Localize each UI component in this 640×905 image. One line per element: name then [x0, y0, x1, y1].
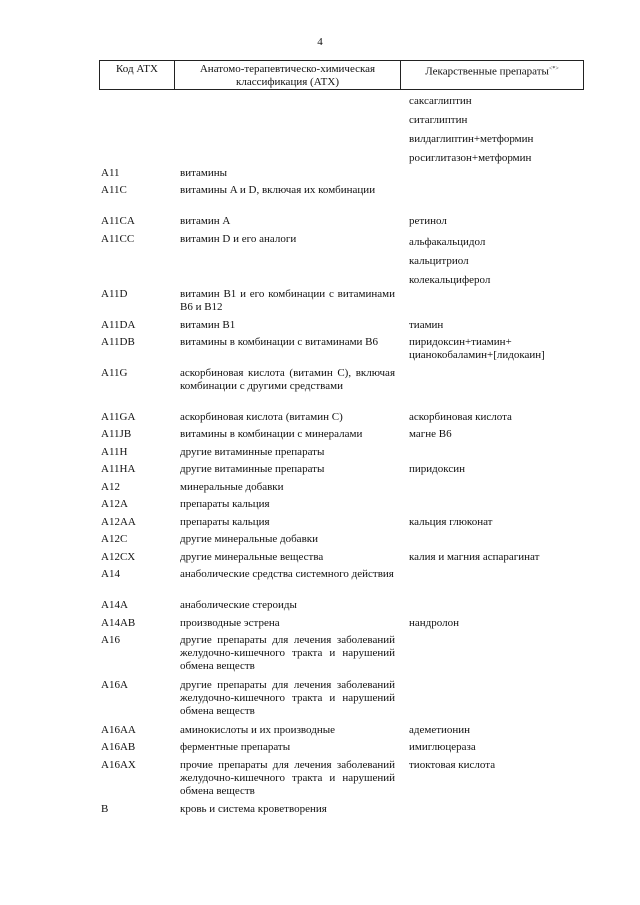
table-row	[0, 167, 640, 184]
atc-code: A16AB	[101, 741, 136, 753]
table-row	[0, 184, 640, 215]
atc-classification: витамин B1 и его комбинации с витаминами B6 и B12	[180, 288, 395, 313]
drug-list	[409, 617, 581, 634]
atc-classification: прочие препараты для лечения заболеваний желудочно-кишечного тракта и нарушений обмена веществ	[180, 759, 395, 797]
atc-classification: производные эстрена	[180, 617, 280, 629]
drug-name: адеметионин	[409, 724, 471, 736]
table-row	[0, 411, 640, 428]
atc-classification: витамины A и D, включая их комбинации	[180, 184, 376, 196]
header-code-label: Код АТХ	[116, 63, 158, 75]
atc-code: A12A	[101, 498, 128, 510]
atc-classification: витамины	[180, 167, 228, 179]
header-drugs-text: Лекарственные препараты	[425, 65, 549, 78]
drug-name: тиамин	[409, 319, 444, 331]
atc-code: A11G	[101, 367, 128, 379]
drug-list	[409, 551, 581, 568]
atc-code: A11	[101, 167, 120, 179]
atc-code: A16	[101, 634, 120, 646]
drug-name: имиглюцераза	[409, 741, 476, 753]
drug-list	[409, 634, 581, 679]
table-row	[0, 428, 640, 446]
table-row	[0, 617, 640, 634]
atc-code: A12CX	[101, 551, 136, 563]
table-row	[0, 367, 640, 411]
table-row	[0, 288, 640, 319]
drug-name: пиридоксин	[409, 463, 465, 475]
atc-classification: препараты кальция	[180, 498, 270, 510]
atc-classification: аскорбиновая кислота (витамин C)	[180, 411, 343, 423]
table-row	[0, 551, 640, 568]
drug-list	[409, 759, 581, 803]
table-row	[0, 724, 640, 741]
atc-code	[101, 92, 180, 167]
atc-code: A11CA	[101, 215, 135, 227]
table-row	[0, 233, 640, 288]
table-row	[0, 336, 640, 367]
atc-classification: кровь и система кроветворения	[180, 803, 327, 815]
drug-name: ретинол	[409, 215, 447, 227]
drug-name: магне B6	[409, 428, 452, 440]
drug-name: ситаглиптин	[409, 114, 468, 126]
table-row	[0, 634, 640, 679]
drug-name: калия и магния аспарагинат	[409, 551, 540, 563]
drug-list	[409, 167, 581, 184]
atc-classification: витамины в комбинации с минералами	[180, 428, 363, 440]
drug-list	[409, 411, 581, 428]
atc-code: A12	[101, 481, 120, 493]
drug-name: кальция глюконат	[409, 516, 493, 528]
drug-list	[409, 336, 581, 367]
drug-name: колекальциферол	[409, 274, 491, 286]
drug-list	[409, 803, 581, 820]
table-row	[0, 481, 640, 498]
drug-name: вилдаглиптин+метформин	[409, 133, 534, 145]
drug-name: альфакальцидол	[409, 236, 486, 248]
header-drugs-cell	[401, 61, 583, 89]
atc-classification: анаболические средства системного действия	[180, 568, 394, 580]
table-row	[0, 446, 640, 463]
atc-code: A12AA	[101, 516, 136, 528]
table-row	[0, 568, 640, 599]
header-code-cell	[100, 61, 175, 89]
atc-code: A11H	[101, 446, 128, 458]
atc-classification: аскорбиновая кислота (витамин C), включая комбинации с другими средствами	[180, 367, 395, 392]
drug-list	[409, 184, 581, 215]
drug-list	[409, 724, 581, 741]
drug-list	[409, 481, 581, 498]
atc-code: A12C	[101, 533, 128, 545]
table-row	[0, 679, 640, 724]
table-row	[0, 498, 640, 516]
table-row	[0, 599, 640, 617]
atc-classification	[180, 92, 395, 167]
drug-list	[409, 463, 581, 481]
footnote-marker: <*>	[548, 66, 559, 72]
drug-list	[409, 679, 581, 724]
atc-classification: другие препараты для лечения заболеваний желудочно-кишечного тракта и нарушений обмена веществ	[180, 634, 395, 672]
table-row	[0, 463, 640, 481]
table-row	[0, 319, 640, 336]
drug-list	[409, 92, 581, 167]
table-row	[0, 533, 640, 551]
drug-name: росиглитазон+метформин	[409, 152, 532, 164]
atc-code: A11JB	[101, 428, 132, 440]
atc-code: A16AA	[101, 724, 136, 736]
header-class-cell	[175, 61, 401, 89]
table-row	[0, 92, 640, 167]
atc-code: A16AX	[101, 759, 136, 771]
atc-code: A11D	[101, 288, 128, 300]
drug-list	[409, 516, 581, 533]
drug-list	[409, 599, 581, 617]
atc-classification: другие препараты для лечения заболеваний желудочно-кишечного тракта и нарушений обмена веществ	[180, 679, 395, 717]
atc-classification: витамин A	[180, 215, 231, 227]
atc-code: A11C	[101, 184, 127, 196]
atc-classification: другие витаминные препараты	[180, 446, 325, 458]
atc-classification: анаболические стероиды	[180, 599, 297, 611]
atc-classification: минеральные добавки	[180, 481, 284, 493]
atc-classification: другие витаминные препараты	[180, 463, 325, 475]
atc-code: A14AB	[101, 617, 136, 629]
atc-classification: другие минеральные вещества	[180, 551, 324, 563]
table-body	[0, 92, 640, 820]
atc-classification: аминокислоты и их производные	[180, 724, 335, 736]
drug-list	[409, 233, 581, 288]
atc-classification: витамин B1	[180, 319, 236, 331]
header-class-label: Анатомо-терапевтическо-химическая классификация (АТХ)	[199, 63, 376, 88]
drug-list	[409, 428, 581, 446]
drug-list	[409, 533, 581, 551]
drug-list	[409, 498, 581, 516]
drug-list	[409, 568, 581, 599]
drug-list	[409, 446, 581, 463]
atc-code: A14A	[101, 599, 128, 611]
atc-code: A11DB	[101, 336, 135, 348]
drug-list	[409, 367, 581, 411]
atc-code: B	[101, 803, 109, 815]
atc-code: A16A	[101, 679, 128, 691]
drug-list	[409, 741, 581, 759]
atc-code: A11DA	[101, 319, 136, 331]
table-row	[0, 516, 640, 533]
atc-classification: витамин D и его аналоги	[180, 233, 297, 245]
table-row	[0, 803, 640, 820]
table-row	[0, 759, 640, 803]
drug-list	[409, 288, 581, 319]
table-row	[0, 741, 640, 759]
page-number: 4	[317, 36, 323, 48]
atc-classification: препараты кальция	[180, 516, 270, 528]
drug-name: саксаглиптин	[409, 95, 472, 107]
atc-classification: витамины в комбинации с витаминами B6	[180, 336, 379, 348]
table-row	[0, 215, 640, 233]
drug-list	[409, 215, 581, 233]
drug-list	[409, 319, 581, 336]
drug-name: пиридоксин+тиамин+	[409, 336, 512, 348]
header-drugs-label	[425, 63, 558, 79]
table-header	[99, 60, 584, 90]
drug-name: аскорбиновая кислота	[409, 411, 512, 423]
atc-code: A11CC	[101, 233, 135, 245]
atc-classification: ферментные препараты	[180, 741, 291, 753]
atc-classification: другие минеральные добавки	[180, 533, 318, 545]
atc-code: A11HA	[101, 463, 136, 475]
atc-code: A14	[101, 568, 120, 580]
drug-name: нандролон	[409, 617, 459, 629]
atc-code: A11GA	[101, 411, 136, 423]
drug-name: кальцитриол	[409, 255, 469, 267]
drug-name: тиоктовая кислота	[409, 759, 496, 771]
drug-name: цианокобаламин+[лидокаин]	[409, 349, 545, 361]
